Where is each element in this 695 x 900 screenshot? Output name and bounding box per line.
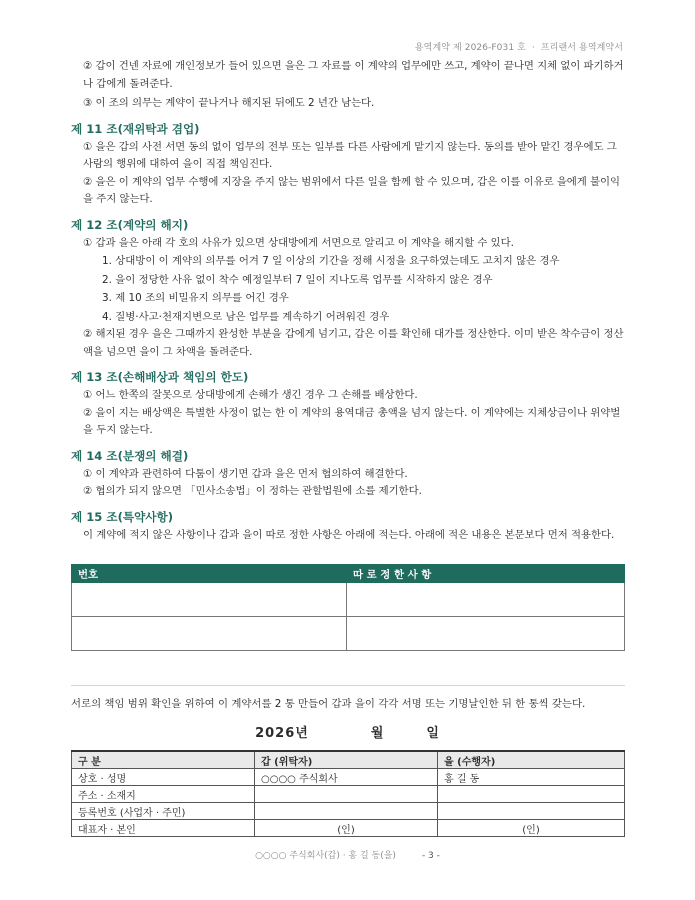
table-row [72, 583, 625, 617]
column-header-party-a: 갑 (위탁자) [255, 751, 438, 769]
party-b-seal[interactable]: (인) [438, 820, 625, 837]
special-terms-table [71, 564, 625, 651]
table-row [72, 820, 625, 837]
date-year: 2026년 [255, 726, 309, 741]
table-cell-number[interactable] [72, 583, 347, 617]
column-header-terms: 따 로 정 한 사 항 [347, 565, 625, 583]
article-13-paragraph-2: ② 을이 지는 배상액은 특별한 사정이 없는 한 이 계약의 용역대금 총액을 넘지 않는다. 이 계약에는 지체상금이나 위약벌을 두지 않는다. [83, 406, 621, 436]
article-12-paragraph-1: ① 갑과 을은 아래 각 호의 사유가 있으면 상대방에게 서면으로 알리고 이 계약을 해지할 수 있다. [83, 236, 514, 249]
article-13-paragraph-1: ① 어느 한쪽의 잘못으로 상대방에게 손해가 생긴 경우 그 손해를 배상한다. [83, 389, 418, 401]
contract-body [71, 58, 626, 544]
article-13-heading: 제 13 조(손해배상과 책임의 한도) [71, 370, 249, 384]
article-15-heading: 제 15 조(특약사항) [71, 509, 174, 524]
column-header-category: 구 분 [72, 751, 255, 769]
article-10-paragraph-2: ② 갑이 건넨 자료에 개인정보가 들어 있으면 을은 그 자료를 이 계약의 업무에만 쓰고, 계약이 끝나면 지체 없이 파기하거나 갑에게 돌려준다. [83, 60, 624, 90]
date-month: 월 [370, 726, 385, 741]
article-14-paragraph-2: ② 협의가 되지 않으면 「민사소송법」이 정하는 관할법원에 소를 제기한다. [83, 485, 422, 497]
party-a-cell[interactable] [255, 803, 438, 820]
row-label: 주소 · 소재지 [72, 786, 255, 803]
special-terms-header-row [72, 565, 625, 583]
document-title: 프리랜서 용역계약서 [540, 43, 623, 53]
article-12-item: 2. 을이 정당한 사유 없이 착수 예정일부터 7 일이 지나도록 업무를 시작하지 않은 경우 [102, 273, 493, 286]
section-divider [71, 685, 625, 686]
article-12-heading: 제 12 조(계약의 해지) [71, 217, 189, 232]
contract-date [0, 722, 695, 741]
party-a-seal[interactable]: (인) [255, 820, 438, 837]
article-11-paragraph-1: ① 을은 갑의 사전 서면 동의 없이 업무의 전부 또는 일부를 다른 사람에게 맡기지 않는다. 동의를 받아 맡긴 경우에도 그 사람의 행위에 대하여 을이 직접 책임진다. [83, 140, 617, 170]
table-cell-terms[interactable] [347, 583, 625, 617]
table-row [72, 769, 625, 786]
article-11-heading: 제 11 조(재위탁과 겸업) [71, 121, 200, 136]
footer-parties: ○○○○ 주식회사(갑) · 홍 길 동(을) [255, 851, 396, 861]
date-day: 일 [426, 726, 440, 741]
article-14-heading: 제 14 조(분쟁의 해결) [71, 448, 189, 463]
article-12-paragraph-2: ② 해지된 경우 을은 그때까지 완성한 부분을 갑에게 넘기고, 갑은 이를 확인해 대가를 정산한다. 이미 받은 착수금이 정산액을 넘으면 을이 그 차액을 돌려준다. [83, 328, 624, 358]
running-header [415, 40, 623, 53]
party-b-cell[interactable]: 홍 길 동 [438, 769, 625, 786]
article-10-paragraph-3: ③ 이 조의 의무는 계약이 끝나거나 해지된 뒤에도 2 년간 남는다. [83, 97, 375, 109]
column-header-party-b: 을 (수행자) [438, 751, 625, 769]
row-label: 상호 · 성명 [72, 769, 255, 786]
column-header-number: 번호 [72, 565, 347, 583]
party-b-cell[interactable] [438, 786, 625, 803]
contract-number: 용역계약 제 2026-F031 호 [414, 43, 526, 53]
table-row [72, 803, 625, 820]
header-separator: · [531, 43, 535, 53]
article-15-paragraph-1: 이 계약에 적지 않은 사항이나 갑과 을이 따로 정한 사항은 아래에 적는다. 아래에 적은 내용은 본문보다 먼저 적용한다. [83, 528, 615, 541]
closing-statement: 서로의 책임 범위 확인을 위하여 이 계약서를 2 통 만들어 갑과 을이 각각 서명 또는 기명날인한 뒤 한 통씩 갖는다. [71, 698, 586, 710]
article-14-paragraph-1: ① 이 계약과 관련하여 다툼이 생기면 갑과 을은 먼저 협의하여 해결한다. [83, 467, 408, 480]
row-label: 등록번호 (사업자 · 주민) [72, 803, 255, 820]
article-12-item: 3. 제 10 조의 비밀유지 의무를 어긴 경우 [102, 292, 289, 304]
table-row [72, 617, 625, 651]
table-row [72, 786, 625, 803]
row-label: 대표자 · 본인 [72, 820, 255, 837]
signature-table [71, 750, 625, 837]
article-12-item: 1. 상대방이 이 계약의 의무를 어겨 7 일 이상의 기간을 정해 시정을 요구하였는데도 고치지 않은 경우 [102, 255, 560, 267]
article-12-item: 4. 질병·사고·천재지변으로 남은 업무를 계속하기 어려워진 경우 [102, 310, 390, 323]
page-footer [0, 848, 695, 861]
article-11-paragraph-2: ② 을은 이 계약의 업무 수행에 지장을 주지 않는 범위에서 다른 일을 함께 할 수 있으며, 갑은 이를 이유로 을에게 불이익을 주지 않는다. [83, 175, 620, 205]
party-a-cell[interactable]: ○○○○ 주식회사 [255, 769, 438, 786]
signature-header-row [72, 751, 625, 769]
table-cell-number[interactable] [72, 617, 347, 651]
page-number: - 3 - [421, 851, 440, 861]
party-a-cell[interactable] [255, 786, 438, 803]
party-b-cell[interactable] [438, 803, 625, 820]
table-cell-terms[interactable] [347, 617, 625, 651]
